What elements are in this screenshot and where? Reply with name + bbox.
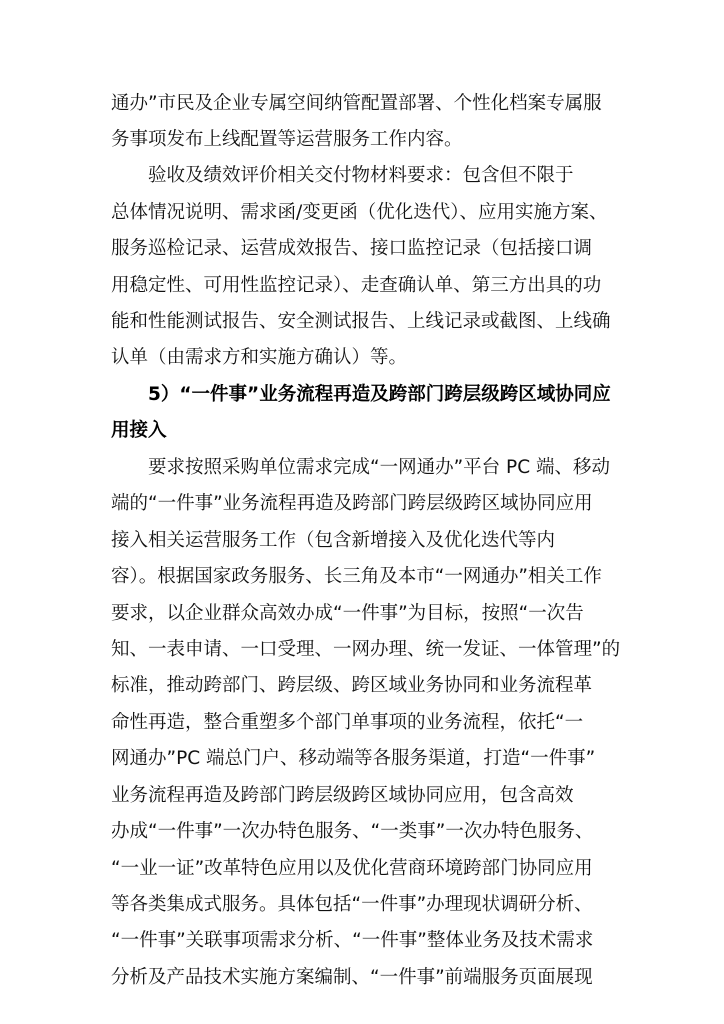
paragraph-start-line: 要求按照采购单位需求完成“一网通办”平台 PC 端、移动 (148, 457, 611, 478)
text-line: 务事项发布上线配置等运营服务工作内容。 (111, 129, 463, 150)
text-line: 网通办”PC 端总门户、移动端等各服务渠道，打造“一件事” (111, 748, 596, 769)
text-line: 服务巡检记录、运营成效报告、接口监控记录（包括接口调 (111, 238, 593, 259)
text-line: 办成“一件事”一次办特色服务、“一类事”一次办特色服务、 (111, 821, 594, 842)
text-line: 总体情况说明、需求函/变更函（优化迭代）、应用实施方案、 (111, 202, 608, 223)
section-heading-continued: 用接入 (111, 420, 167, 441)
text-line: 容）。根据国家政务服务、长三角及本市“一网通办”相关工作 (111, 566, 602, 587)
section-heading: 5）“一件事”业务流程再造及跨部门跨层级跨区域协同应 (148, 384, 611, 405)
text-line: 等各类集成式服务。具体包括“一件事”办理现状调研分析、 (111, 894, 593, 915)
text-line: 用稳定性、可用性监控记录）、走查确认单、第三方出具的功 (111, 275, 602, 296)
text-line: 认单（由需求方和实施方确认）等。 (111, 347, 408, 368)
text-line: 业务流程再造及跨部门跨层级跨区域协同应用，包含高效 (111, 785, 574, 806)
text-line: 接入相关运营服务工作（包含新增接入及优化迭代等内 (111, 530, 556, 551)
text-line: “一件事”关联事项需求分析、“一件事”整体业务及技术需求 (111, 930, 594, 951)
text-line: 通办”市民及企业专属空间纳管配置部署、个性化档案专属服 (111, 93, 602, 114)
text-line: 分析及产品技术实施方案编制、“一件事”前端服务页面展现 (111, 967, 593, 988)
text-line: 要求，以企业群众高效办成“一件事”为目标，按照“一次告 (111, 603, 584, 624)
text-line: 能和性能测试报告、安全测试报告、上线记录或截图、上线确 (111, 311, 611, 332)
text-line: 端的“一件事”业务流程再造及跨部门跨层级跨区域协同应用 (111, 493, 593, 514)
text-line: 命性再造，整合重塑多个部门单事项的业务流程，依托“一 (111, 712, 584, 733)
text-line: “一业一证”改革特色应用以及优化营商环境跨部门协同应用 (111, 858, 593, 879)
paragraph-start-line: 验收及绩效评价相关交付物材料要求：包含但不限于 (148, 165, 574, 186)
text-line: 标准，推动跨部门、跨层级、跨区域业务协同和业务流程革 (111, 675, 593, 696)
text-line: 知、一表申请、一口受理、一网办理、统一发证、一体管理”的 (111, 639, 621, 660)
